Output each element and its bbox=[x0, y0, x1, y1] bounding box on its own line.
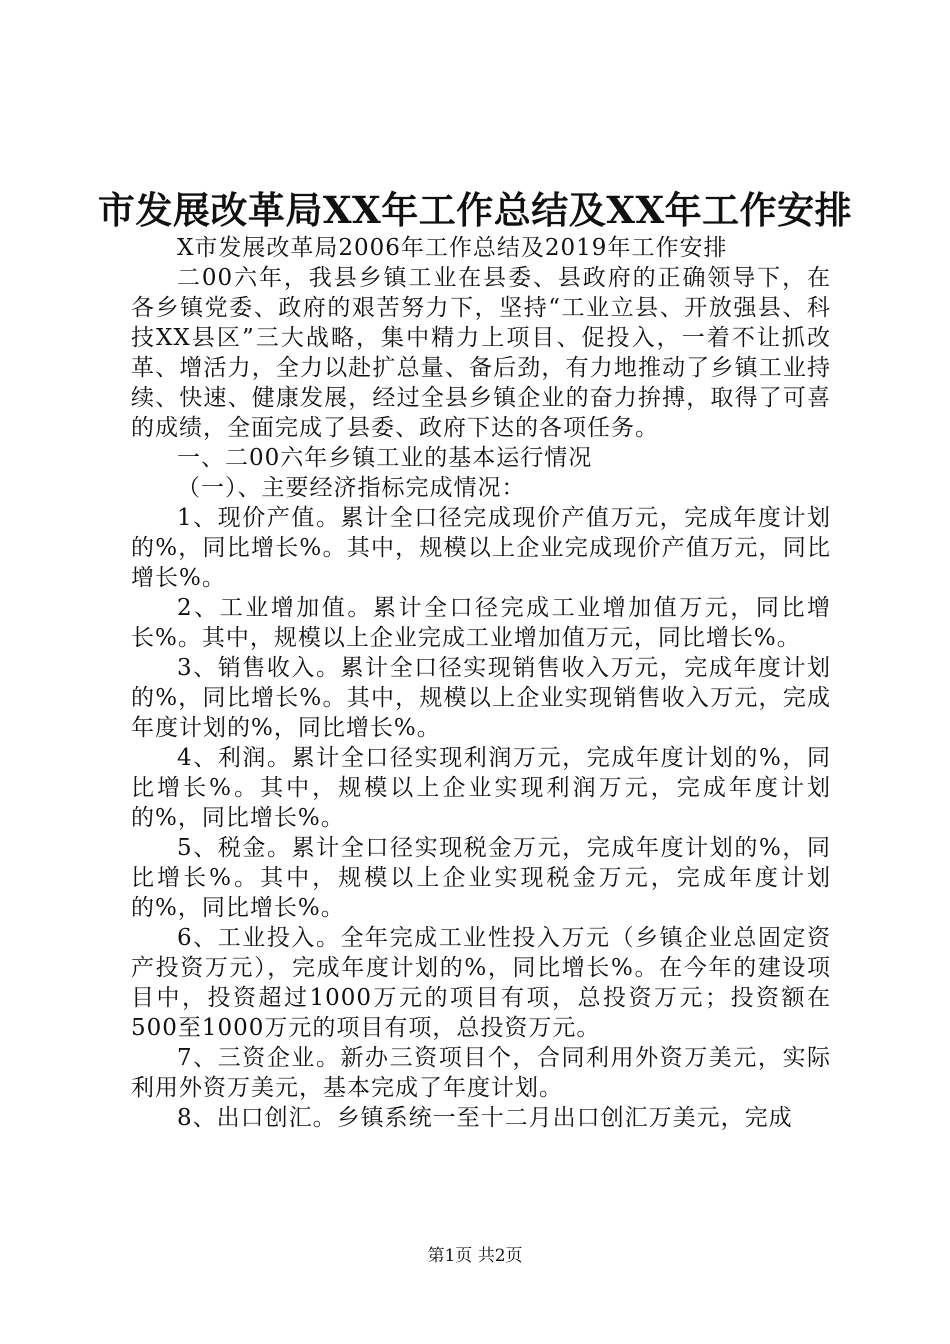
body-paragraph: 4、利润。累计全口径实现利润万元，完成年度计划的%，同比增长%。其中，规模以上企业实现利润万元，完成年度计划的%，同比增长%。 bbox=[131, 745, 831, 831]
document-title: 市发展改革局XX年工作总结及XX年工作安排 bbox=[97, 188, 853, 232]
subtitle-paragraph: X市发展改革局2006年工作总结及2019年工作安排 bbox=[177, 235, 728, 261]
subsection-heading: （一）、主要经济指标完成情况： bbox=[177, 475, 526, 501]
body-paragraph: 7、三资企业。新办三资项目个，合同利用外资万美元，实际利用外资万美元，基本完成了年度计划。 bbox=[131, 1045, 831, 1101]
body-paragraph: 二00六年，我县乡镇工业在县委、县政府的正确领导下，在各乡镇党委、政府的艰苦努力下，坚持“工业立县、开放强县、科技XX县区”三大战略，集中精力上项目、促投入，一着不让抓改革、增活力，全力以赴扩总量、备后劲，有力地推动了乡镇工业持续、快速、健康发展，经过全县乡镇企业的奋力拚搏，取得了可喜的成绩，全面完成了县委、政府下达的各项任务。 bbox=[131, 265, 831, 441]
body-paragraph: 8、出口创汇。乡镇系统一至十二月出口创汇万美元，完成 bbox=[177, 1105, 793, 1131]
section-heading: 一、二00六年乡镇工业的基本运行情况 bbox=[177, 445, 593, 471]
page-footer: 第1页 共2页 bbox=[427, 1246, 523, 1266]
body-paragraph: 5、税金。累计全口径实现税金万元，完成年度计划的%，同比增长%。其中，规模以上企业实现税金万元，完成年度计划的%，同比增长%。 bbox=[131, 835, 831, 921]
body-paragraph: 1、现价产值。累计全口径完成现价产值万元，完成年度计划的%，同比增长%。其中，规模以上企业完成现价产值万元，同比增长%。 bbox=[131, 505, 831, 591]
document-body bbox=[131, 233, 831, 1133]
body-paragraph: 2、工业增加值。累计全口径完成工业增加值万元，同比增长%。其中，规模以上企业完成工业增加值万元，同比增长%。 bbox=[131, 595, 831, 651]
body-paragraph: 6、工业投入。全年完成工业性投入万元（乡镇企业总固定资产投资万元），完成年度计划的%，同比增长%。在今年的建设项目中，投资超过1000万元的项目有项，总投资万元；投资额在500至1000万元的项目有项，总投资万元。 bbox=[131, 925, 831, 1041]
body-paragraph: 3、销售收入。累计全口径实现销售收入万元，完成年度计划的%，同比增长%。其中，规模以上企业实现销售收入万元，完成年度计划的%，同比增长%。 bbox=[131, 655, 831, 741]
